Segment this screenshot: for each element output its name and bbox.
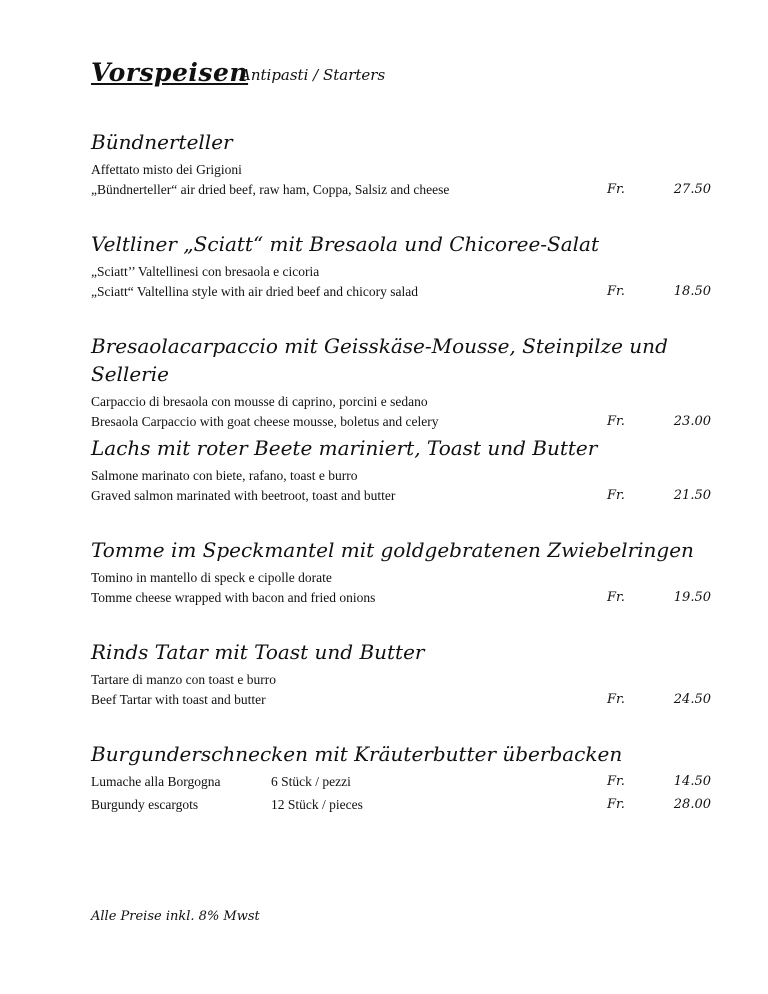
menu-item-price: 24.50: [673, 692, 711, 707]
variant-quantity: 6 Stück / pezzi: [271, 774, 351, 789]
menu-item: [91, 740, 711, 818]
page-title: Vorspeisen: [91, 58, 249, 87]
menu-item-title: Tomme im Speckmantel mit goldgebratenen Zwiebelringen: [91, 538, 694, 562]
menu-item: [91, 434, 711, 506]
menu-item-title: Bresaolacarpaccio mit Geisskäse-Mousse, Steinpilze und Sellerie: [91, 334, 668, 386]
variant-name: Burgundy escargots: [91, 797, 199, 812]
menu-item-price: 14.50: [673, 774, 711, 789]
menu-item-description-en: [91, 588, 711, 608]
menu-item-currency: Fr.: [607, 590, 625, 605]
menu-item-description-en: [91, 180, 711, 200]
menu-item-description-en: [91, 412, 711, 432]
menu-item-price: 23.00: [673, 414, 711, 429]
variant-name: Lumache alla Borgogna: [91, 774, 221, 789]
variant-quantity: 12 Stück / pieces: [271, 797, 363, 812]
menu-item-description-en-text: Beef Tartar with toast and butter: [91, 692, 266, 707]
menu-item-currency: Fr.: [607, 284, 625, 299]
menu-item: [91, 332, 711, 432]
menu-item-price: 19.50: [673, 590, 711, 605]
menu-item-price: 21.50: [673, 488, 711, 503]
menu-item: [91, 638, 711, 710]
menu-item-variant: [91, 795, 711, 818]
menu-item-description-en-text: Tomme cheese wrapped with bacon and fried onions: [91, 590, 376, 605]
menu-item-title: Burgunderschnecken mit Kräuterbutter überbacken: [91, 742, 623, 766]
price-note: Alle Preise inkl. 8% Mwst: [91, 909, 260, 924]
menu-item-title: Bündnerteller: [91, 130, 233, 154]
menu-item-title: Rinds Tatar mit Toast und Butter: [91, 640, 425, 664]
menu-item-title: Veltliner „Sciatt“ mit Bresaola und Chicoree-Salat: [91, 232, 600, 256]
menu-item-description-it: Salmone marinato con biete, rafano, toast e burro: [91, 468, 358, 483]
menu-item-description-en-text: „Sciatt“ Valtellina style with air dried beef and chicory salad: [91, 284, 419, 299]
menu-item-currency: Fr.: [607, 774, 625, 789]
menu-item-description-en: [91, 690, 711, 710]
menu-item-description-it: Tartare di manzo con toast e burro: [91, 672, 276, 687]
menu-item: [91, 230, 711, 302]
menu-item: [91, 128, 711, 200]
menu-item-description-it: „Sciatt’’ Valtellinesi con bresaola e cicoria: [91, 264, 320, 279]
menu-item-variant: [91, 772, 711, 795]
menu-item: [91, 536, 711, 608]
menu-item-title: Lachs mit roter Beete mariniert, Toast und Butter: [91, 436, 598, 460]
menu-item-description-en-text: „Bündnerteller“ air dried beef, raw ham, Coppa, Salsiz and cheese: [91, 182, 450, 197]
menu-item-currency: Fr.: [607, 797, 625, 812]
menu-item-currency: Fr.: [607, 414, 625, 429]
menu-item-price: 27.50: [673, 182, 711, 197]
menu-item-description-en: [91, 282, 711, 302]
menu-item-price: 28.00: [673, 797, 711, 812]
page-subtitle: Antipasti / Starters: [240, 66, 386, 84]
menu-item-price: 18.50: [673, 284, 711, 299]
menu-item-description-en-text: Graved salmon marinated with beetroot, toast and butter: [91, 488, 396, 503]
menu-item-description-en: [91, 486, 711, 506]
menu-item-currency: Fr.: [607, 182, 625, 197]
menu-item-description-en-text: Bresaola Carpaccio with goat cheese mousse, boletus and celery: [91, 414, 439, 429]
menu-item-currency: Fr.: [607, 488, 625, 503]
menu-item-description-it: Carpaccio di bresaola con mousse di caprino, porcini e sedano: [91, 394, 428, 409]
menu-item-currency: Fr.: [607, 692, 625, 707]
menu-item-description-it: Tomino in mantello di speck e cipolle dorate: [91, 570, 332, 585]
menu-item-description-it: Affettato misto dei Grigioni: [91, 162, 242, 177]
